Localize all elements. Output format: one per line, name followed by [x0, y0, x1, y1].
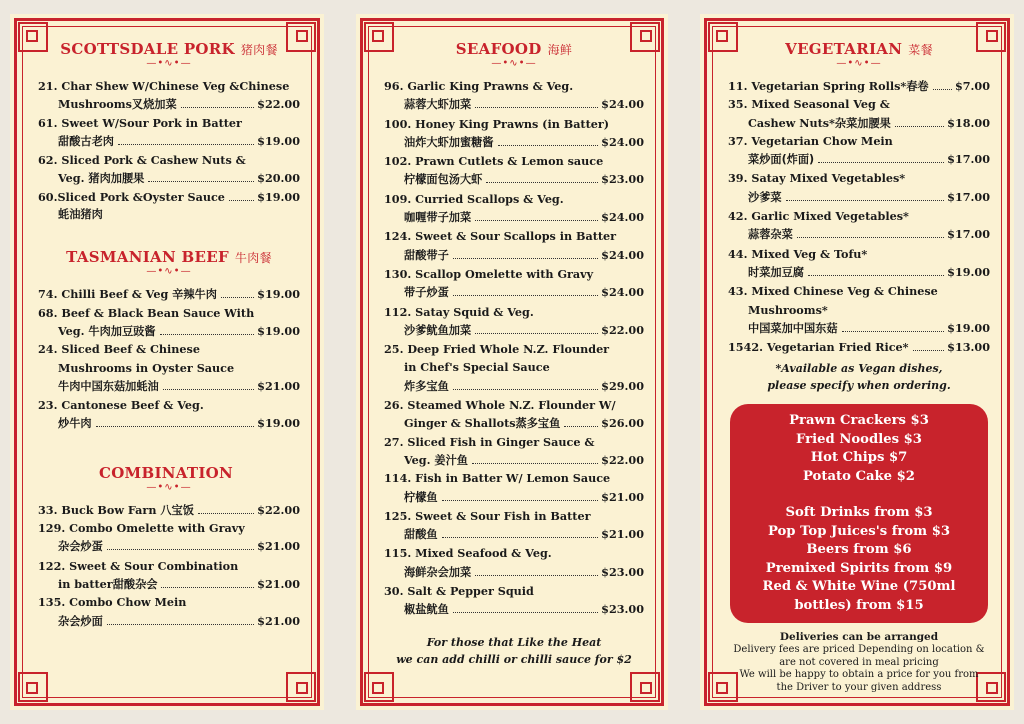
menu-item-line: [384, 563, 644, 582]
menu-item-price: $21.00: [257, 576, 300, 591]
menu-item-text: 33. Buck Bow Farn 八宝饭: [38, 502, 194, 517]
section-title-chinese: 牛肉餐: [234, 251, 272, 266]
menu-item-text: 炸多宝鱼: [404, 379, 449, 393]
menu-item-line: [728, 301, 990, 319]
menu-item-line: [384, 469, 644, 487]
menu-item-line: [728, 263, 990, 282]
menu-item-line: [728, 207, 990, 225]
dot-leader: [808, 275, 944, 276]
menu-item-price: $21.00: [601, 489, 644, 504]
menu-item-line: [728, 77, 990, 95]
menu-item-price: $19.00: [257, 133, 300, 148]
menu-item-text: 115. Mixed Seafood & Veg.: [384, 546, 552, 561]
menu-item-text: 130. Scallop Omelette with Gravy: [384, 266, 594, 281]
menu-item-line: [38, 322, 300, 340]
menu-item-price: $21.00: [601, 527, 644, 542]
menu-item-price: $24.00: [601, 97, 644, 112]
delivery-info: [728, 631, 990, 694]
dot-leader: [498, 145, 599, 146]
menu-item: [384, 227, 644, 265]
menu-item-line: [384, 451, 644, 469]
vegan-note-line: *Available as Vegan dishes,: [775, 362, 943, 376]
dot-leader: [475, 107, 598, 108]
menu-item-line: [728, 132, 990, 150]
dot-leader: [221, 297, 254, 298]
menu-item-text: Mushrooms in Oyster Sauce: [58, 360, 235, 375]
menu-item-price: $19.00: [947, 320, 990, 335]
menu-item: [384, 544, 644, 582]
menu-item-text: 时菜加豆腐: [748, 265, 804, 279]
menu-item-price: $19.00: [947, 264, 990, 279]
menu-item-price: $22.00: [257, 502, 300, 517]
menu-item-line: [728, 282, 990, 300]
menu-item-line: [384, 133, 644, 152]
menu-item-text: in batter甜酸杂会: [58, 576, 158, 591]
menu-panel-middle: [356, 14, 668, 710]
menu-item-price: $23.00: [601, 564, 644, 579]
menu-item: [38, 340, 300, 396]
middle-content: [384, 40, 644, 690]
menu-item: [728, 207, 990, 245]
menu-item-text: 蚝油猪肉: [58, 208, 103, 222]
menu-item-text: 椒盐鱿鱼: [404, 603, 449, 617]
dot-leader: [453, 389, 598, 390]
menu-item-text: 25. Deep Fried Whole N.Z. Flounder: [384, 342, 610, 357]
extras-drinks-box: [730, 404, 988, 623]
menu-item-text: 125. Sweet & Sour Fish in Batter: [384, 508, 591, 523]
section-heading: [384, 40, 644, 58]
menu-item: [38, 151, 300, 188]
dot-leader: [161, 587, 254, 588]
menu-item-text: 蒜蓉杂菜: [748, 228, 793, 242]
menu-item-text: Veg. 猪肉加腰果: [58, 171, 145, 186]
dot-leader: [818, 162, 944, 163]
menu-item-line: [38, 396, 300, 414]
box-spacer: [736, 486, 982, 504]
menu-item-line: [38, 114, 300, 132]
delivery-line: are not covered in meal pricing: [779, 656, 939, 668]
dot-leader: [453, 258, 598, 259]
menu-item-text: Veg. 姜汁鱼: [404, 452, 468, 467]
menu-item-line: [384, 396, 644, 414]
menu-item-text: 牛肉中国东菇加蚝油: [58, 379, 159, 393]
menu-item-price: $13.00: [947, 340, 990, 355]
menu-item-line: [728, 169, 990, 187]
heat-note-line: we can add chilli or chilli sauce for $2: [396, 652, 632, 666]
menu-item-text: Veg. 牛肉加豆豉酱: [58, 323, 156, 338]
menu-item-text: 23. Cantonese Beef & Veg.: [38, 398, 204, 413]
menu-item-price: $29.00: [601, 378, 644, 393]
menu-item-text: 37. Vegetarian Chow Mein: [728, 133, 893, 148]
delivery-line: the Driver to your given address: [776, 681, 942, 693]
dot-leader: [913, 350, 945, 351]
menu-item-line: [384, 340, 644, 358]
menu-item: [38, 501, 300, 519]
menu-item-line: [38, 285, 300, 303]
menu-item: [384, 303, 644, 341]
menu-item-line: [384, 525, 644, 544]
menu-item-price: $26.00: [601, 416, 644, 431]
menu-item-line: [38, 612, 300, 631]
menu-item-price: $22.00: [601, 322, 644, 337]
menu-item: [384, 77, 644, 115]
dot-leader: [118, 144, 254, 145]
menu-item-text: 68. Beef & Black Bean Sauce With: [38, 305, 255, 320]
menu-item-line: [38, 188, 300, 206]
section-title-chinese: 猪肉餐: [240, 43, 278, 57]
menu-item: [38, 304, 300, 341]
menu-item-line: [384, 303, 644, 321]
menu-item-line: [728, 150, 990, 169]
menu-item-text: 60.Sliced Pork &Oyster Sauce: [38, 189, 225, 204]
heading-flourish: —•∿•—: [836, 58, 882, 69]
menu-item: [384, 582, 644, 620]
dot-leader: [442, 500, 599, 501]
menu-item-line: [384, 600, 644, 619]
drink-item: Pop Top Juices's from $3: [767, 523, 951, 539]
dot-leader: [797, 237, 944, 238]
menu-item-line: [384, 507, 644, 525]
menu-item-price: $17.00: [947, 189, 990, 204]
menu-item-text: 62. Sliced Pork & Cashew Nuts &: [38, 153, 246, 168]
menu-item: [38, 519, 300, 557]
menu-item: [38, 285, 300, 303]
menu-item-line: [38, 414, 300, 433]
menu-item: [384, 433, 644, 470]
section-title: SCOTTSDALE PORK: [60, 40, 235, 58]
delivery-heading: Deliveries can be arranged: [779, 631, 939, 644]
menu-item-text: 42. Garlic Mixed Vegetables*: [728, 209, 909, 224]
menu-item-text: Mushrooms叉烧加菜: [58, 97, 177, 112]
menu-item-text: 124. Sweet & Sour Scallops in Batter: [384, 229, 617, 244]
section-title-chinese: 菜餐: [908, 43, 933, 57]
heat-note-line: For those that Like the Heat: [426, 635, 602, 649]
menu-item-line: [384, 321, 644, 340]
menu-item-text: 柠檬鱼: [404, 490, 438, 504]
menu-item-text: 122. Sweet & Sour Combination: [38, 558, 239, 573]
dot-leader: [229, 200, 254, 201]
menu-item-text: 27. Sliced Fish in Ginger Sauce &: [384, 434, 595, 449]
drink-item: Beers from $6: [806, 542, 912, 558]
menu-item: [728, 282, 990, 338]
menu-item-line: [384, 208, 644, 227]
menu-item-line: [384, 190, 644, 208]
dot-leader: [107, 549, 254, 550]
dot-leader: [895, 126, 944, 127]
menu-item-line: [38, 377, 300, 396]
dot-leader: [453, 612, 598, 613]
menu-item-line: [38, 340, 300, 358]
left-content: [38, 40, 300, 690]
menu-item: [38, 396, 300, 434]
menu-item-line: [38, 132, 300, 151]
drink-item: Premixed Spirits from $9: [765, 560, 953, 576]
menu-item-text: 44. Mixed Veg & Tofu*: [728, 246, 868, 261]
menu-item-text: Cashew Nuts*杂菜加腰果: [748, 115, 891, 130]
menu-item: [38, 557, 300, 594]
heading-flourish: —•∿•—: [146, 481, 192, 493]
menu-item-text: 甜酸古老肉: [58, 134, 114, 148]
menu-item: [384, 396, 644, 433]
menu-item-price: $17.00: [947, 227, 990, 242]
menu-item-line: [38, 206, 300, 224]
menu-item-line: [384, 377, 644, 396]
menu-item-text: 74. Chilli Beef & Veg 辛辣牛肉: [38, 287, 217, 302]
section-heading: [38, 464, 300, 482]
dot-leader: [475, 575, 598, 576]
menu-item-text: 24. Sliced Beef & Chinese: [38, 342, 200, 357]
right-content: [728, 40, 990, 693]
dot-leader: [472, 463, 598, 464]
menu-item-line: [384, 152, 644, 170]
menu-item-text: 96. Garlic King Prawns & Veg.: [384, 79, 574, 93]
menu-item-text: 1542. Vegetarian Fried Rice*: [728, 340, 909, 355]
menu-item-text: 沙爹鱿鱼加菜: [404, 323, 472, 337]
menu-item-price: $22.00: [257, 97, 300, 112]
menu-item-text: 带子炒蛋: [404, 286, 449, 300]
menu-item-line: [384, 582, 644, 600]
dot-leader: [442, 537, 599, 538]
menu-item-line: [384, 115, 644, 133]
menu-item: [38, 593, 300, 631]
section-title: VEGETARIAN: [785, 40, 903, 58]
menu-item-line: [728, 245, 990, 263]
menu-item-price: $20.00: [257, 171, 300, 186]
menu-item-text: 11. Vegetarian Spring Rolls*春卷: [728, 79, 929, 93]
menu-item-line: [728, 338, 990, 356]
menu-item: [728, 169, 990, 207]
menu-item-text: 112. Satay Squid & Veg.: [384, 304, 534, 319]
menu-item-text: Mushrooms*: [748, 302, 828, 317]
dot-leader: [786, 200, 945, 201]
menu-item-line: [38, 575, 300, 593]
menu-item-line: [728, 225, 990, 244]
menu-item-text: 沙爹菜: [748, 190, 782, 204]
delivery-line: We will be happy to obtain a price for you from: [739, 669, 979, 681]
menu-item-line: [38, 593, 300, 611]
menu-item-text: 蒜蓉大虾加菜: [404, 98, 472, 112]
menu-item-line: [728, 319, 990, 338]
extra-item: Hot Chips $7: [810, 450, 908, 466]
menu-item: [38, 77, 300, 114]
menu-item-line: [384, 414, 644, 432]
menu-item-price: $23.00: [601, 602, 644, 617]
menu-item: [728, 77, 990, 95]
drink-item: bottles) from $15: [794, 597, 924, 613]
dot-leader: [453, 295, 598, 296]
menu-item: [728, 132, 990, 170]
menu-item-text: 炒牛肉: [58, 417, 92, 431]
section-title: SEAFOOD: [455, 40, 542, 58]
menu-item-text: 61. Sweet W/Sour Pork in Batter: [38, 115, 242, 130]
menu-item-price: $23.00: [601, 172, 644, 187]
dot-leader: [486, 182, 598, 183]
section-heading: [38, 40, 300, 58]
section-title: TASMANIAN BEEF: [66, 248, 229, 267]
menu-item-line: [38, 359, 300, 377]
drink-item: Soft Drinks from $3: [785, 505, 933, 521]
menu-item-line: [384, 283, 644, 302]
heading-flourish: —•∿•—: [491, 58, 537, 69]
menu-item: [38, 114, 300, 152]
menu-item-line: [38, 304, 300, 322]
menu-item-line: [384, 77, 644, 95]
section-title: COMBINATION: [98, 463, 234, 482]
dot-leader: [564, 426, 598, 427]
menu-item-text: 109. Curried Scallops & Veg.: [384, 191, 564, 206]
menu-item-text: 杂会炒面: [58, 614, 103, 628]
menu-item-text: 30. Salt & Pepper Squid: [384, 584, 534, 599]
vegan-note-line: please specify when ordering.: [767, 379, 951, 393]
menu-item-text: 35. Mixed Seasonal Veg &: [728, 97, 890, 112]
dot-leader: [96, 426, 255, 427]
menu-item: [728, 245, 990, 283]
menu-item-line: [38, 169, 300, 187]
extra-item: Potato Cake $2: [803, 468, 915, 484]
menu-item-text: in Chef's Special Sauce: [404, 360, 550, 375]
menu-item: [384, 190, 644, 228]
heading-flourish: —•∿•—: [146, 266, 192, 278]
menu-item-price: $24.00: [601, 247, 644, 262]
menu-item-text: 油炸大虾加蜜糖酱: [404, 135, 494, 149]
menu-item-text: 海鲜杂会加菜: [404, 565, 472, 579]
menu-item-price: $21.00: [257, 613, 300, 628]
menu-item-price: $19.00: [257, 323, 300, 338]
menu-item-line: [728, 188, 990, 207]
dot-leader: [933, 89, 952, 90]
menu-item-text: 102. Prawn Cutlets & Lemon sauce: [384, 154, 604, 169]
menu-item-line: [728, 114, 990, 132]
menu-item-text: 100. Honey King Prawns (in Batter): [384, 116, 610, 131]
menu-item-text: 39. Satay Mixed Vegetables*: [728, 171, 906, 186]
menu-item: [384, 340, 644, 396]
menu-item-text: 杂会炒蛋: [58, 540, 103, 554]
menu-item-text: 114. Fish in Batter W/ Lemon Sauce: [384, 471, 611, 486]
menu-item-line: [384, 227, 644, 245]
menu-item: [38, 188, 300, 225]
menu-item-line: [384, 95, 644, 114]
menu-item-text: 甜酸鱼: [404, 528, 438, 542]
dot-leader: [842, 331, 945, 332]
dot-leader: [475, 220, 598, 221]
menu-item-price: $24.00: [601, 134, 644, 149]
menu-item-price: $19.00: [257, 287, 300, 302]
menu-panel-left: [10, 14, 324, 710]
menu-item: [384, 152, 644, 190]
menu-item-text: 柠檬面包汤大虾: [404, 173, 483, 187]
drink-item: Red & White Wine (750ml: [762, 579, 956, 595]
menu-item-line: [384, 170, 644, 189]
menu-item-price: $17.00: [947, 152, 990, 167]
menu-item: [384, 265, 644, 303]
menu-item-line: [38, 77, 300, 95]
section-heading: [728, 40, 990, 58]
menu-item-text: 中国菜加中国东菇: [748, 321, 838, 335]
extra-item: Fried Noodles $3: [796, 431, 922, 447]
menu-item-text: 咖喱带子加菜: [404, 211, 472, 225]
menu-item-price: $21.00: [257, 539, 300, 554]
menu-item-text: 43. Mixed Chinese Veg & Chinese: [728, 284, 938, 299]
menu-item: [728, 338, 990, 356]
dot-leader: [181, 107, 255, 108]
menu-item: [384, 115, 644, 153]
dot-leader: [160, 334, 255, 335]
dot-leader: [198, 513, 254, 514]
delivery-line: Delivery fees are priced Depending on location &: [733, 644, 985, 656]
menu-item-line: [38, 519, 300, 537]
menu-item-price: $24.00: [601, 210, 644, 225]
menu-item-price: $22.00: [601, 452, 644, 467]
menu-item-line: [384, 544, 644, 562]
section-title-chinese: 海鲜: [547, 43, 573, 57]
menu-item-line: [384, 488, 644, 507]
menu-item-price: $24.00: [601, 285, 644, 300]
extra-item: Prawn Crackers $3: [789, 413, 929, 429]
menu-item-text: Ginger & Shallots蒸多宝鱼: [404, 416, 561, 431]
menu-item-line: [38, 537, 300, 556]
menu-item-line: [728, 95, 990, 113]
menu-item: [384, 469, 644, 507]
menu-item: [728, 95, 990, 132]
menu-item-price: $7.00: [954, 79, 990, 93]
dot-leader: [107, 624, 254, 625]
dot-leader: [163, 389, 254, 390]
menu-item-line: [38, 501, 300, 519]
section-heading: [38, 248, 300, 266]
dot-leader: [148, 181, 254, 182]
menu-item-price: $18.00: [947, 115, 990, 130]
menu-item-line: [384, 358, 644, 376]
menu-item-text: 甜酸带子: [404, 248, 449, 262]
menu-item-line: [384, 246, 644, 265]
heading-flourish: —•∿•—: [146, 58, 192, 69]
menu-item-text: 135. Combo Chow Mein: [38, 595, 187, 610]
menu-item-text: 菜炒面(炸面): [748, 153, 815, 167]
menu-item-line: [384, 433, 644, 451]
menu-item-line: [38, 557, 300, 575]
menu-item-text: 129. Combo Omelette with Gravy: [38, 521, 245, 536]
menu-item-line: [384, 265, 644, 283]
menu-item: [384, 507, 644, 545]
menu-item-price: $21.00: [257, 378, 300, 393]
menu-item-line: [38, 151, 300, 169]
menu-panel-right: [700, 14, 1014, 710]
dot-leader: [475, 333, 598, 334]
menu-item-text: 21. Char Shew W/Chinese Veg &Chinese: [38, 79, 290, 93]
menu-item-text: 26. Steamed Whole N.Z. Flounder W/: [384, 398, 616, 413]
menu-item-price: $19.00: [257, 416, 300, 431]
menu-item-price: $19.00: [257, 189, 300, 204]
menu-item-line: [38, 95, 300, 113]
